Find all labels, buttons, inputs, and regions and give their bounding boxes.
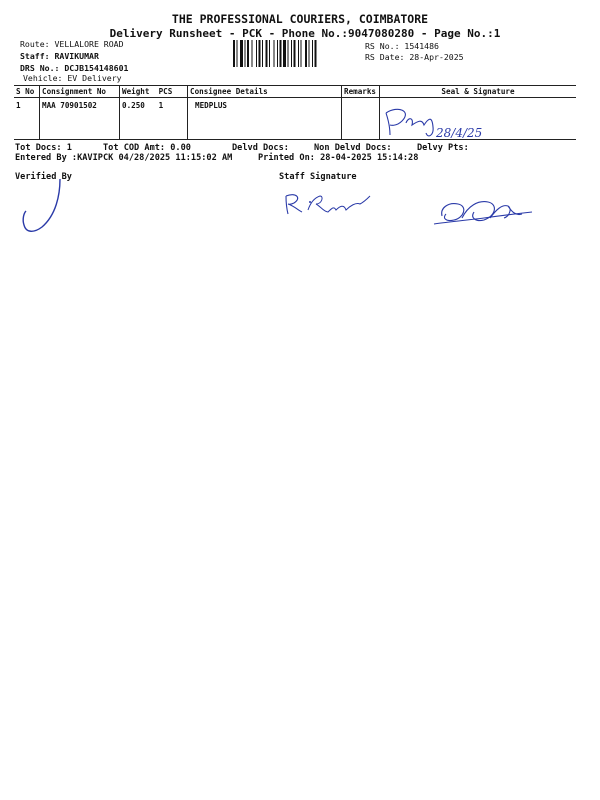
staff-signature xyxy=(280,190,375,218)
runsheet-subtitle: Delivery Runsheet - PCK - Phone No.:9047080280 - Page No.:1 xyxy=(109,27,501,40)
cell-remarks xyxy=(342,98,380,140)
col-pcs: PCS xyxy=(158,87,173,96)
col-weight-pcs xyxy=(120,86,188,98)
handwritten-date: 28/4/25 xyxy=(436,126,483,140)
delivery-points: Delvy Pts: xyxy=(417,143,469,153)
verifier-signature xyxy=(16,175,66,237)
delivered-docs: Delvd Docs: xyxy=(232,143,289,153)
cell-weight: 0.250 xyxy=(122,101,145,110)
receiver-signature xyxy=(378,103,508,145)
barcode xyxy=(233,40,341,67)
drs-number: DRS No.: DCJB154148601 xyxy=(20,63,129,73)
staff-signature-label: Staff Signature xyxy=(279,172,357,182)
cell-pcs: 1 xyxy=(158,101,164,110)
total-cod-amount: Tot COD Amt: 0.00 xyxy=(103,143,191,153)
col-consignee: Consignee Details xyxy=(188,86,342,98)
vehicle-label: Vehicle: EV Delivery xyxy=(23,73,122,83)
route-label: Route: VELLALORE ROAD xyxy=(20,39,124,49)
col-seal: Seal & Signature xyxy=(380,86,577,98)
cell-weight-pcs xyxy=(120,98,188,140)
cell-sno: 1 xyxy=(14,98,40,140)
col-weight: Weight xyxy=(122,87,150,96)
total-docs: Tot Docs: 1 xyxy=(15,143,72,153)
verified-by-label: Verified By xyxy=(15,172,72,182)
entered-by: Entered By :KAVIPCK 04/28/2025 11:15:02 AM xyxy=(15,153,233,163)
cell-consignee: MEDPLUS xyxy=(188,98,342,140)
cell-consignment: MAA 70901502 xyxy=(40,98,120,140)
company-title: THE PROFESSIONAL COURIERS, COIMBATORE xyxy=(171,12,429,26)
non-delivered-docs: Non Delvd Docs: xyxy=(314,143,392,153)
staff-label: Staff: RAVIKUMAR xyxy=(20,51,99,61)
authorized-signature xyxy=(428,196,538,232)
table-header-row xyxy=(14,86,576,98)
col-consignment: Consignment No xyxy=(40,86,120,98)
printed-on: Printed On: 28-04-2025 15:14:28 xyxy=(258,153,419,163)
rs-date: RS Date: 28-Apr-2025 xyxy=(365,52,464,62)
col-sno: S No xyxy=(14,86,40,98)
col-remarks: Remarks xyxy=(342,86,380,98)
rs-number: RS No.: 1541486 xyxy=(365,41,439,51)
